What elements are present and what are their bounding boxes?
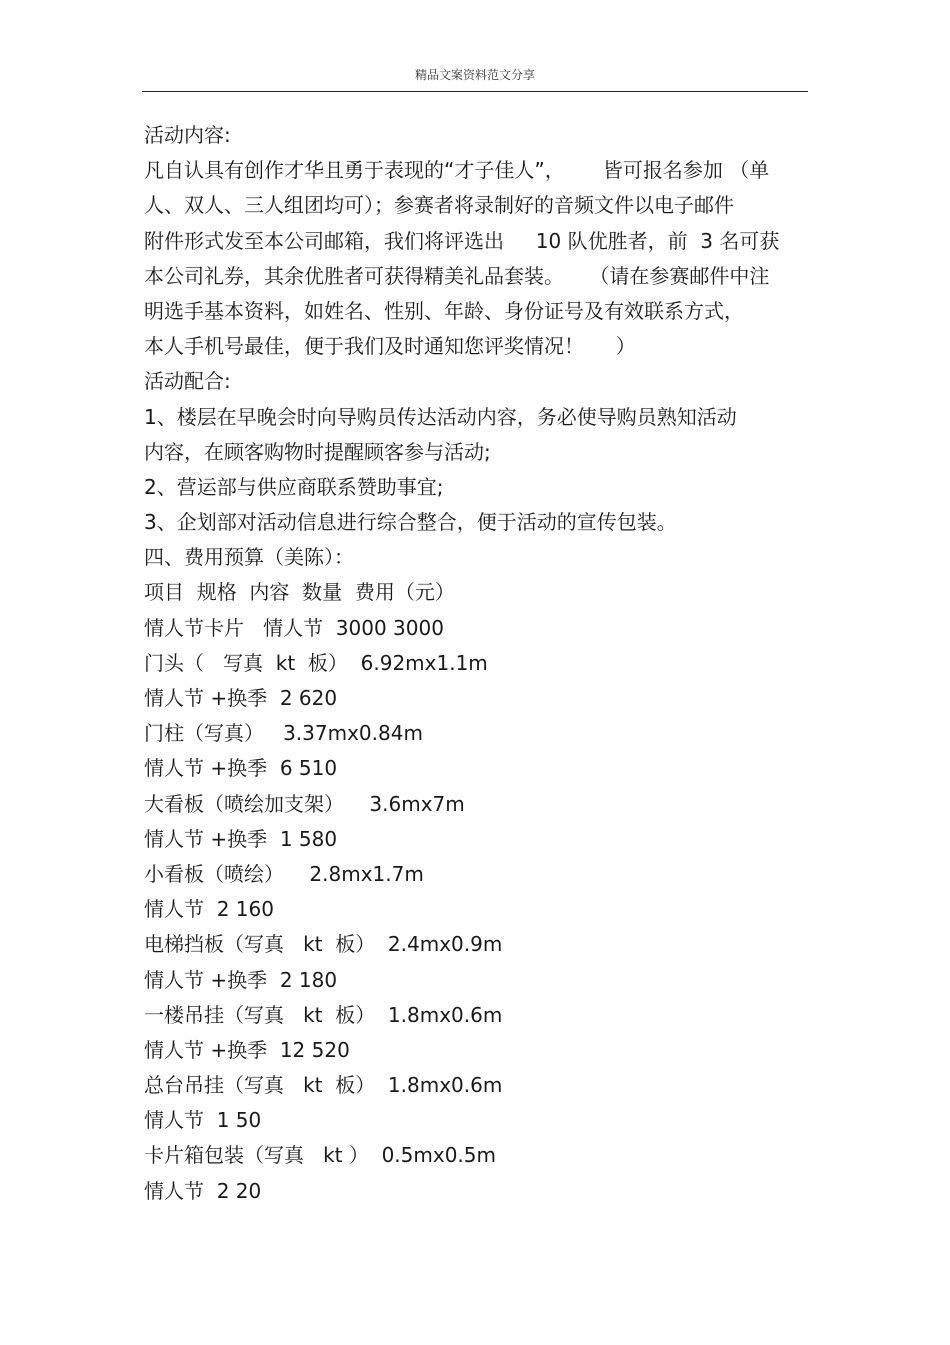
text-line: 1、楼层在早晚会时向导购员传达活动内容，务必使导购员熟知活动 xyxy=(144,404,737,429)
text-line-activity-coordination-heading: 活动配合: xyxy=(144,369,231,394)
budget-item-line: 情人节 +换季 1 580 xyxy=(144,826,338,851)
document-body xyxy=(144,118,812,1209)
text-line: 本公司礼券，其余优胜者可获得精美礼品套装。 （请在参赛邮件中注 xyxy=(144,263,770,288)
text-line: 附件形式发至本公司邮箱，我们将评选出 10 队优胜者，前 3 名可获 xyxy=(144,228,780,253)
budget-item-line: 情人节 +换季 6 510 xyxy=(144,756,338,781)
budget-item-line: 情人节 +换季 12 520 xyxy=(144,1037,350,1062)
budget-item-line: 电梯挡板（写真 kt 板） 2.4mx0.9m xyxy=(144,932,503,957)
budget-item-line: 小看板（喷绘） 2.8mx1.7m xyxy=(144,861,424,886)
text-line: 3、企划部对活动信息进行综合整合，便于活动的宣传包装。 xyxy=(144,510,677,535)
text-line: 明选手基本资料，如姓名、性别、年龄、身份证号及有效联系方式， xyxy=(144,298,744,323)
budget-item-line: 门头（ 写真 kt 板） 6.92mx1.1m xyxy=(144,650,488,675)
text-line: 人、双人、三人组团均可）；参赛者将录制好的音频文件以电子邮件 xyxy=(144,193,734,218)
budget-item-line: 情人节 +换季 2 180 xyxy=(144,967,338,992)
budget-item-line: 情人节 1 50 xyxy=(144,1108,262,1133)
budget-item-line: 卡片箱包装（写真 kt ） 0.5mx0.5m xyxy=(144,1143,496,1168)
header-divider xyxy=(142,91,808,92)
budget-header-line: 项目 规格 内容 数量 费用（元） xyxy=(144,580,455,605)
budget-item-line: 门柱（写真） 3.37mx0.84m xyxy=(144,721,423,746)
text-line-activity-content-heading: 活动内容: xyxy=(144,123,231,147)
text-line: 2、营运部与供应商联系赞助事宜; xyxy=(144,474,444,499)
budget-item-line: 情人节卡片 情人节 3000 3000 xyxy=(144,615,444,640)
text-line-budget-heading: 四、费用预算（美陈）： xyxy=(144,545,354,570)
budget-item-line: 一楼吊挂（写真 kt 板） 1.8mx0.6m xyxy=(144,1002,503,1027)
budget-item-line: 大看板（喷绘加支架） 3.6mx7m xyxy=(144,791,465,816)
budget-item-line: 总台吊挂（写真 kt 板） 1.8mx0.6m xyxy=(144,1073,503,1098)
text-line: 内容，在顾客购物时提醒顾客参与活动; xyxy=(144,439,491,464)
text-line: 本人手机号最佳，便于我们及时通知您评奖情况！ ） xyxy=(144,334,636,359)
page-header: 精品文案资料范文分享 xyxy=(414,68,535,82)
text-line: 凡自认具有创作才华且勇于表现的“才子佳人”， 皆可报名参加 （单 xyxy=(144,158,770,183)
budget-item-line: 情人节 +换季 2 620 xyxy=(144,686,338,710)
budget-item-line: 情人节 2 20 xyxy=(144,1178,262,1203)
budget-item-line: 情人节 2 160 xyxy=(144,897,274,922)
